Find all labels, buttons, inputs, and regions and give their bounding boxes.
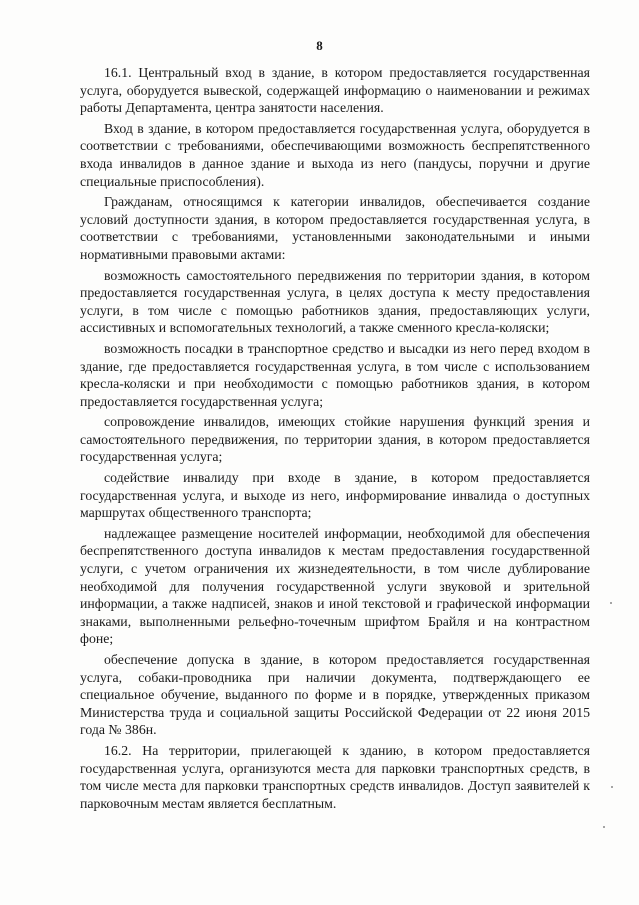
list-item-escort: сопровождение инвалидов, имеющих стойкие нарушения функций зрения и самостоятельного передвижения, по территории здания, в котором предоставляется государственная услуга; xyxy=(80,414,590,465)
page-number: 8 xyxy=(316,38,323,53)
paragraph-entrance-equipment: Вход в здание, в котором предоставляется государственная услуга, оборудуется в соответствии с требованиями, обеспечивающими возможность беспрепятственного входа инвалидов в данное здание и выхода из него (пандусы, поручни и другие специальные приспособления). xyxy=(80,120,590,189)
paragraph-16-2: 16.2. На территории, прилегающей к зданию, в котором предоставляется государственная услуга, организуются места для парковки транспортных средств, в том числе места для парковки транспортных средств инвалидов. Доступ заявителей к парковочным местам является бесплатным. xyxy=(80,742,590,811)
paragraph-accessibility-conditions: Гражданам, относящимся к категории инвалидов, обеспечивается создание условий доступности здания, в котором предоставляется государственная услуга, в соответствии с требованиями, установленными законодательными и иными нормативными правовыми актами: xyxy=(80,194,590,262)
list-item-information-media: надлежащее размещение носителей информации, необходимой для обеспечения беспрепятственного доступа инвалидов к местам предоставления государственной услуги, с учетом ограничения их жизнедеятельности, в том числе дублирование необходимой для получения государственной услуги звуковой и зрительной информации, а также надписей, знаков и иной текстовой и графической информации знаками, выполненными рельефно-точечным шрифтом Брайля и на контрастном фоне; xyxy=(80,525,590,647)
scan-speck xyxy=(610,602,612,604)
list-item-transport-boarding: возможность посадки в транспортное средство и высадки из него перед входом в здание, где предоставляется государственная услуга, в том числе с использованием кресла-коляски и при необходимости с помощью работников здания, в котором предоставляется государственная услуга; xyxy=(80,340,590,409)
list-item-independent-movement: возможность самостоятельного передвижения по территории здания, в котором предоставляется государственная услуга, в целях доступа к месту предоставления услуги, в том числе с помощью работников здания, предоставляющих услуги, ассистивных и вспомогательных технологий, а также сменного кресла-коляски; xyxy=(80,267,590,336)
document-body xyxy=(80,64,590,815)
paragraph-16-1: 16.1. Центральный вход в здание, в котором предоставляется государственная услуга, оборудуется вывеской, содержащей информацию о наименовании и режимах работы Департамента, центра занятости населения. xyxy=(80,65,590,116)
list-item-guide-dog: обеспечение допуска в здание, в котором предоставляется государственная услуга, собаки-проводника при наличии документа, подтверждающего ее специальное обучение, выданного по форме и в порядке, утвержденных приказом Министерства труда и социальной защиты Российской Федерации от 22 июня 2015 года № 386н. xyxy=(80,652,590,738)
scan-speck xyxy=(603,826,605,828)
scan-speck xyxy=(611,786,613,788)
list-item-assistance-informing: содействие инвалиду при входе в здание, в котором предоставляется государственная услуга, и выходе из него, информирование инвалида о доступных маршрутах общественного транспорта; xyxy=(80,470,590,521)
